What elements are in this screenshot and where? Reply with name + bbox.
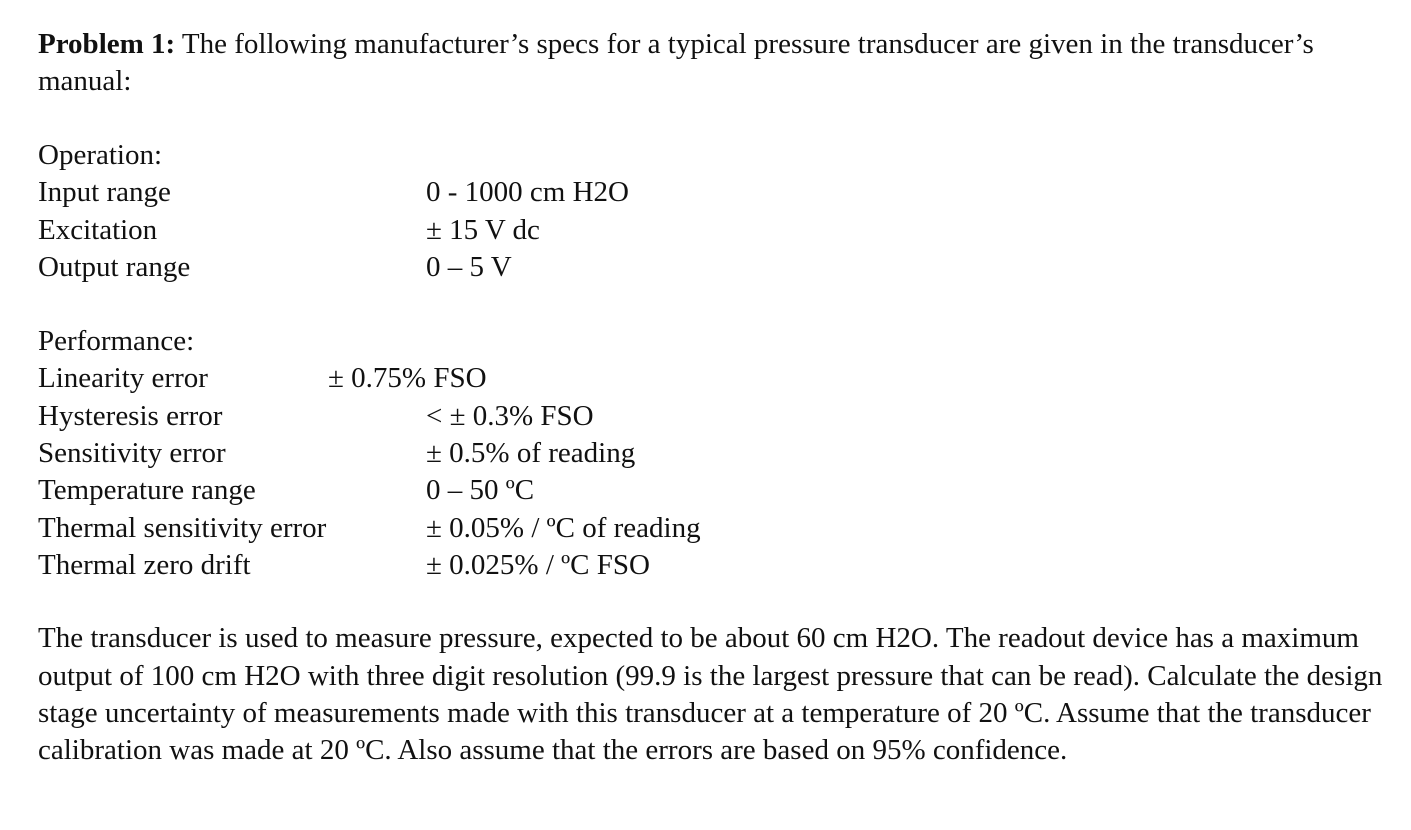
spec-row-thermal-sensitivity-error	[38, 510, 1388, 547]
problem-label: Problem 1:	[38, 28, 176, 60]
spec-value: ± 15 V dc	[426, 213, 540, 246]
spec-label: Input range	[38, 176, 171, 209]
spec-value: < ± 0.3% FSO	[426, 399, 594, 432]
spec-label: Thermal zero drift	[38, 548, 251, 581]
problem-intro	[38, 26, 1388, 100]
spec-label: Linearity error	[38, 362, 208, 395]
spec-row-excitation	[38, 212, 1388, 249]
problem-intro-text: The following manufacturer’s specs for a typical pressure transducer are given in the transducer’s manual:	[38, 28, 1314, 97]
operation-heading: Operation:	[38, 139, 163, 171]
spec-value: 0 - 1000 cm H2O	[426, 176, 629, 209]
spec-row-output-range	[38, 249, 1388, 286]
performance-heading: Performance:	[38, 325, 195, 358]
spec-value: 0 – 50 ºC	[426, 474, 535, 507]
spec-value: ± 0.75% FSO	[328, 362, 487, 395]
spec-label: Excitation	[38, 213, 158, 246]
spec-row-temperature-range	[38, 472, 1388, 509]
spec-label: Output range	[38, 250, 191, 283]
spec-value: ± 0.5% of reading	[426, 437, 636, 470]
spec-row-thermal-zero-drift	[38, 547, 1388, 584]
spec-row-sensitivity-error	[38, 435, 1388, 472]
spec-row-input-range	[38, 174, 1388, 211]
spec-label: Temperature range	[38, 474, 256, 507]
spec-label: Sensitivity error	[38, 437, 226, 470]
spec-value: ± 0.025% / ºC FSO	[426, 548, 650, 581]
problem-document	[38, 26, 1388, 798]
spec-label: Hysteresis error	[38, 399, 223, 432]
spec-row-hysteresis-error	[38, 398, 1388, 435]
operation-section	[38, 137, 1388, 286]
problem-statement: The transducer is used to measure pressure, expected to be about 60 cm H2O. The readout device has a maximum output of 100 cm H2O with three digit resolution (99.9 is the largest pressure that can be read). Calculate the design stage uncertainty of measurements made with this transducer at a temperature of 20 ºC. Assume that the transducer calibration was made at 20 ºC. Also assume that the errors are based on 95% confidence.	[38, 622, 1383, 767]
spec-value: 0 – 5 V	[426, 250, 512, 283]
spec-label: Thermal sensitivity error	[38, 511, 327, 544]
spec-value: ± 0.05% / ºC of reading	[426, 511, 701, 544]
spec-row-linearity-error	[38, 360, 1388, 397]
performance-section	[38, 323, 1388, 584]
